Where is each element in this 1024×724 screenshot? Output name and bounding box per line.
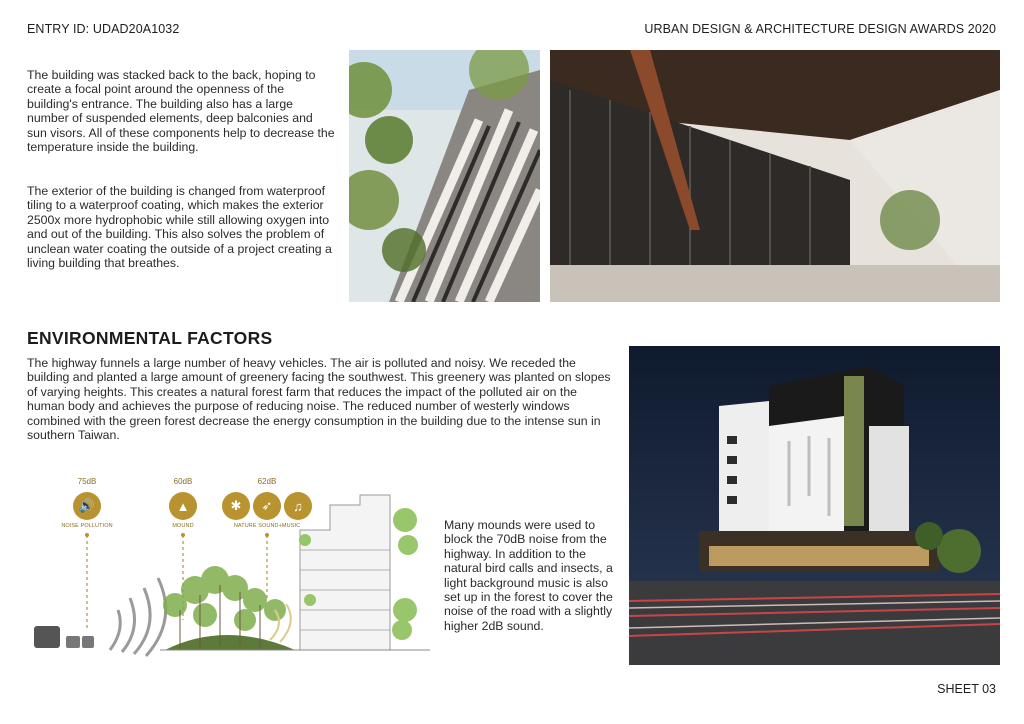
environmental-body: The highway funnels a large number of heavy vehicles. The air is polluted and noisy. We receded the building and planted a large amount of greenery facing the southwest. This greenery was planted on slopes of varying heights. This creates a natural forest farm that reduces the impact of the polluted air on the human body and achieves the purpose of reducing noise. The reduced number of westerly windows combined with the green forest decrease the energy consumption in the building due to the intense sun in southern Taiwan.: [27, 356, 611, 443]
music-icon: ♫: [284, 492, 312, 520]
noise-level-1: 75dB: [77, 477, 97, 486]
noise-level-3: 62dB: [257, 477, 277, 486]
noise-level-2: 60dB: [173, 477, 193, 486]
insect-icon: ✱: [222, 492, 250, 520]
speaker-icon: 🔊: [73, 492, 101, 520]
section-drawing: [30, 470, 440, 660]
mountain-icon: ▲: [169, 492, 197, 520]
intro-paragraph-2: The exterior of the building is changed from waterproof tiling to a waterproof coating, which makes the exterior 2500x more hydrophobic while still allowing oxygen into and out of the building. This also solves the problem of unclean water coating the outside of a project creating a living building that breathes.: [27, 184, 332, 271]
mounds-description: Many mounds were used to block the 70dB noise from the highway. In addition to the natural bird calls and insects, a light background music is also set up in the forest to cover the noise of the road with a slightly higher 2dB sound.: [444, 518, 613, 633]
night-building-photo: [629, 346, 1000, 665]
facade-photo: [349, 50, 540, 302]
label-nature-sound: NATURE SOUND+MUSIC: [233, 523, 301, 529]
entry-id: ENTRY ID: UDAD20A1032: [27, 22, 180, 36]
bird-icon: ➶: [253, 492, 281, 520]
intro-paragraph-1: The building was stacked back to the back, hoping to create a focal point around the openness of the building's entrance. The building also has a large number of suspended elements, deep balconies and sun visors. All of these components help to decrease the temperature inside the building.: [27, 68, 335, 155]
noise-diagram: [30, 470, 440, 660]
entrance-photo: [550, 50, 1000, 302]
label-noise-pollution: NOISE POLLUTION: [61, 523, 113, 529]
section-title: ENVIRONMENTAL FACTORS: [27, 328, 273, 348]
sheet-number: SHEET 03: [937, 682, 996, 696]
label-mound: MOUND: [172, 523, 194, 529]
award-title: URBAN DESIGN & ARCHITECTURE DESIGN AWARDS 2020: [644, 22, 996, 36]
